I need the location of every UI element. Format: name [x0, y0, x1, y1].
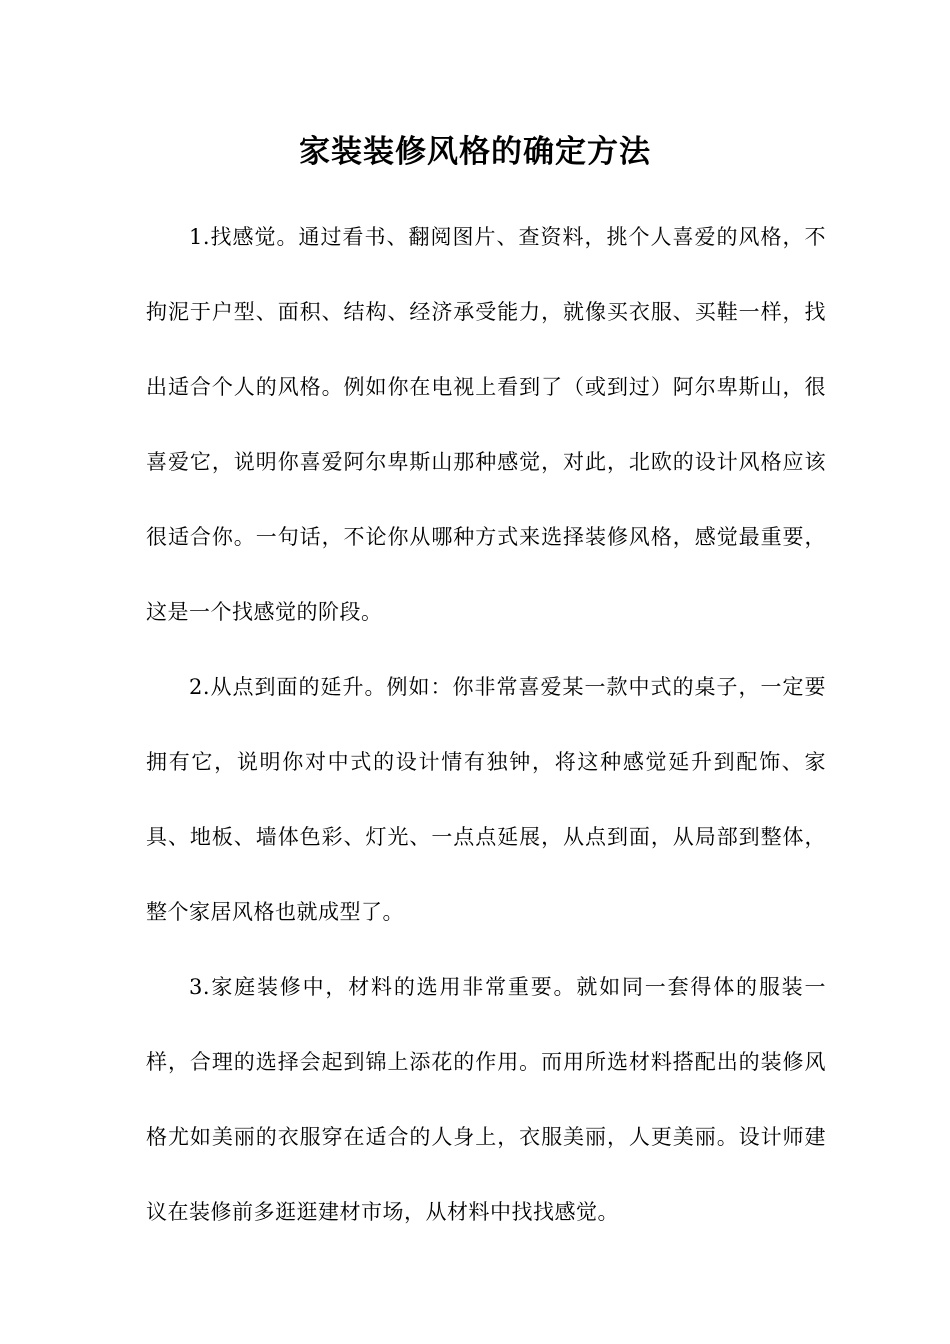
- document-title: 家装装修风格的确定方法: [299, 134, 651, 170]
- document-body: [146, 200, 826, 1250]
- paragraph-3: 3.家庭装修中，材料的选用非常重要。就如同一套得体的服装一样，合理的选择会起到锦上添花的作用。而用所选材料搭配出的装修风格尤如美丽的衣服穿在适合的人身上，衣服美丽，人更美丽。设计师建议在装修前多逛逛建材市场，从材料中找找感觉。: [146, 975, 826, 1224]
- paragraph-2: 2.从点到面的延升。例如：你非常喜爱某一款中式的桌子，一定要拥有它，说明你对中式的设计情有独钟，将这种感觉延升到配饰、家具、地板、墙体色彩、灯光、一点点延展，从点到面，从局部到整体，整个家居风格也就成型了。: [146, 675, 826, 924]
- paragraph-1: 1.找感觉。通过看书、翻阅图片、查资料，挑个人喜爱的风格，不拘泥于户型、面积、结构、经济承受能力，就像买衣服、买鞋一样，找出适合个人的风格。例如你在电视上看到了（或到过）阿尔卑斯山，很喜爱它，说明你喜爱阿尔卑斯山那种感觉，对此，北欧的设计风格应该很适合你。一句话，不论你从哪种方式来选择装修风格，感觉最重要，这是一个找感觉的阶段。: [146, 225, 826, 624]
